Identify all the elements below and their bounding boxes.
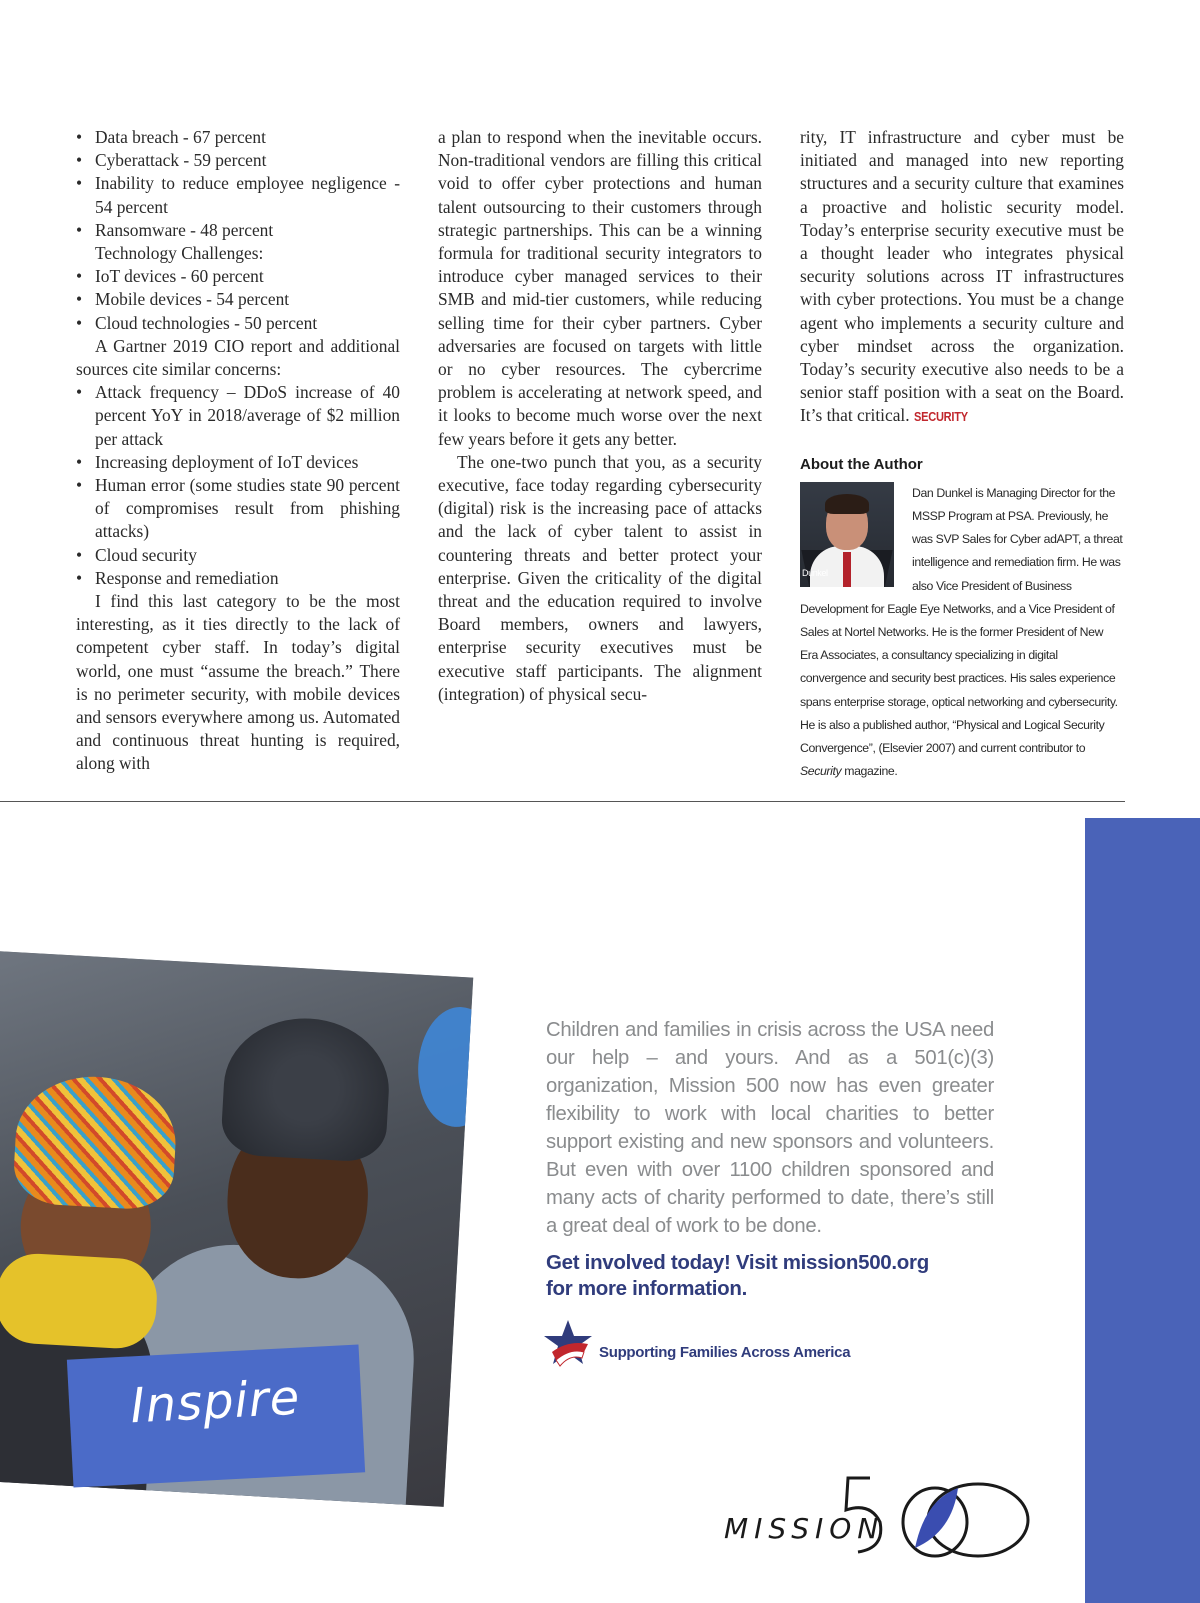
photo-caption: Dunkel [802,567,828,578]
security-end-mark: SECURITY [913,409,968,425]
paragraph: The one-two punch that you, as a security executive, face today regarding cybersecurity (digital) risk is the increasing pace of attacks and the lack of cyber talent to assist in countering threats and better protect your enterprise. Given the criticality of the digital threat and the education required to involve Board members, owners and lawyers, enterprise security executives must be executive staff participants. The alignment (integration) of physical secu- [438,451,762,704]
bio-text: Dan Dunkel is Managing Director for the MSSP Program at PSA. Previously, he was SVP Sales for Cyber adAPT, a threat intelligence and remediation firm. He was also Vice President of Business Development for Eagle Eye Networks, and a Vice President of Sales at Nortel Networks. He is the former President of New Era Associates, a consultancy specializing in digital convergence and security best practices. His sales experience spans enterprise storage, optical networking and cybersecurity. He is also a published author, “Physical and Logical Security Convergence”, (Elsevier 2007) and current contributor to [800,485,1123,756]
list-item: • Human error (some studies state 90 percent of compromises result from phishing attacks) [76,474,400,544]
list-item: • Increasing deployment of IoT devices [76,451,400,474]
logo-500-mark [720,1470,1040,1565]
concerns-list [76,126,400,242]
inspire-label [67,1344,365,1487]
bio-text-end: magazine. [841,764,898,779]
paragraph: A Gartner 2019 CIO report and additional sources cite similar concerns: [76,335,400,380]
article-column-3 [800,126,1124,783]
author-photo [800,482,894,587]
list-item: • Response and remediation [76,567,400,590]
technology-list [76,265,400,335]
list-item: • IoT devices - 60 percent [76,265,400,288]
list-item: • Mobile devices - 54 percent [76,288,400,311]
subheading-technology: Technology Challenges: [95,243,264,264]
paragraph: I find this last category to be the most interesting, as it ties directly to the lack of competent cyber staff. In today’s digital world, one must “assume the breach.” There is no perimeter security, with mobile devices and sensors everywhere among us. Automated and continuous threat hunting is required, along with [76,591,400,774]
list-item: • Ransomware - 48 percent [76,219,400,242]
list-item: • Cloud security [76,544,400,567]
list-item: • Cloud technologies - 50 percent [76,312,400,335]
inspire-text: Inspire [129,1369,302,1435]
star-flag-icon [544,1318,596,1370]
cta-line-2: for more information. [546,1277,747,1300]
paragraph-text: rity, IT infrastructure and cyber must be initiated and managed into new reporting structures and a security culture that examines a proactive and holistic security model. Today’s enterprise security executive must be a thought leader who integrates physical security solutions across IT infrastructures with cyber protections. You must be a change agent who implements a security culture and cyber mindset across the organization. Today’s security executive also needs to be a senior staff position with a seat on the Board. It’s that critical. [800,127,1124,426]
about-author-heading: About the Author [800,455,923,473]
article-column-2 [438,126,762,706]
gartner-list [76,381,400,590]
logo-word: MISSION [724,1512,885,1545]
mission-500-logo [720,1470,1040,1565]
paragraph: a plan to respond when the inevitable occurs. Non-traditional vendors are filling this critical void to offer cyber protections and human talent outsourcing to their customers through strategic partnerships. This can be a winning formula for traditional security integrators to introduce cyber managed services to their SMB and mid-tier customers, while reducing selling time for their cyber partners. Cyber adversaries are focused on targets with little or no cyber resources. The cybercrime problem is accelerating at network speed, and it looks to become much worse over the next few years before it gets any better. [438,127,762,449]
section-divider [0,801,1125,802]
paragraph [800,126,1124,429]
ad-body-text: Children and families in crisis across the USA need our help – and yours. And as a 501(c)(3) organization, Mission 500 now has even greater flexibility to work with local charities to better support existing and new sponsors and volunteers. But even with over 1100 children sponsored and many acts of charity performed to date, there’s still a great deal of work to be done. [546,1019,994,1237]
bio-magazine-name: Security [800,764,842,779]
ad-tagline: Supporting Families Across America [599,1344,851,1361]
list-item: • Attack frequency – DDoS increase of 40 percent YoY in 2018/average of $2 million per attack [76,381,400,451]
list-item: • Inability to reduce employee negligence - 54 percent [76,172,400,218]
article-column-1 [76,126,400,776]
author-bio [800,482,1124,784]
list-item: • Cyberattack - 59 percent [76,149,400,172]
cta-line-1: Get involved today! Visit mission500.org [546,1251,929,1274]
ad-torn-blue-strip [1085,818,1200,1603]
list-item: • Data breach - 67 percent [76,126,400,149]
ad-call-to-action [546,1250,1006,1302]
